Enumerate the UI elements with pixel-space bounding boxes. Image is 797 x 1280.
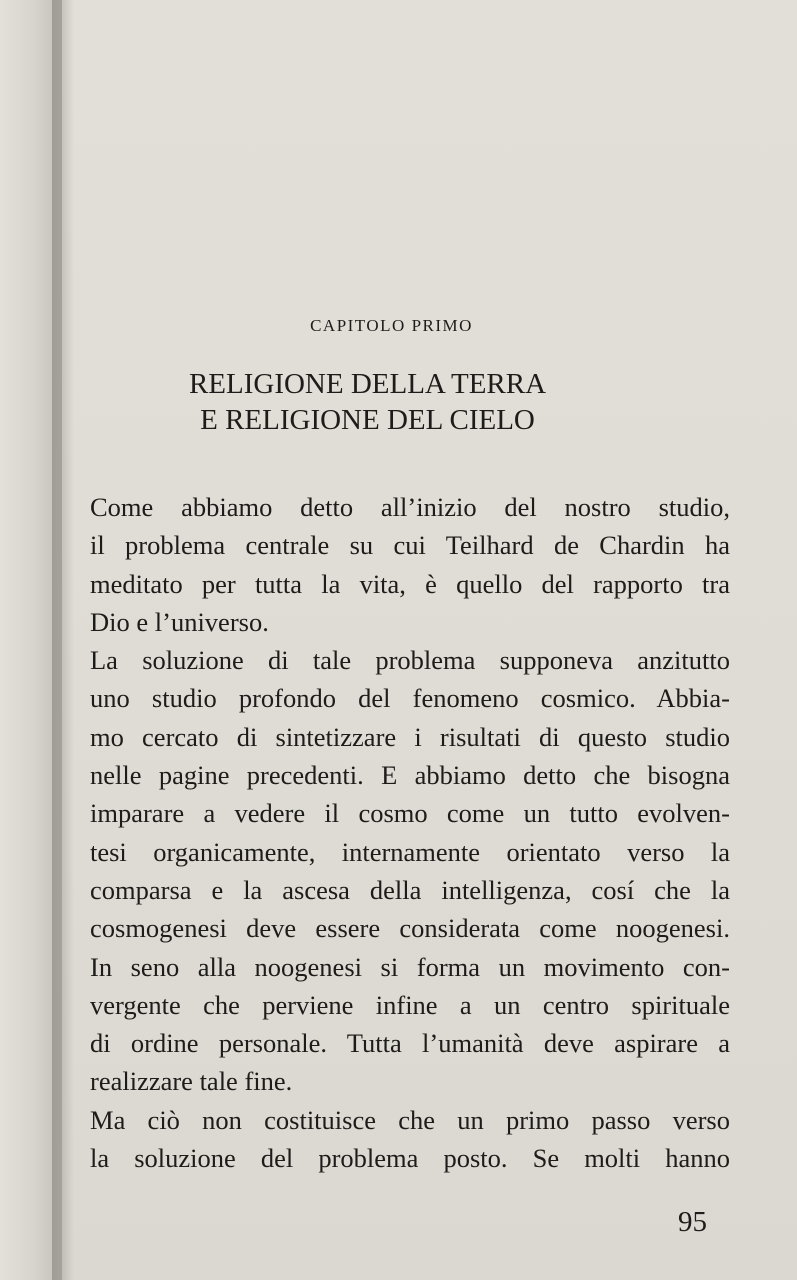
chapter-title-line: RELIGIONE DELLA TERRA (188, 368, 547, 400)
text-line: mo cercato di sintetizzare i risultati di questo studio (90, 721, 730, 752)
chapter-title (0, 366, 735, 438)
text-line: uno studio profondo del fenomeno cosmico. Abbia- (90, 683, 730, 714)
text-line: cosmogenesi deve essere considerata come noogenesi. (90, 913, 730, 944)
gutter-shadow (52, 0, 74, 1280)
text-line: vergente che perviene infine a un centro spirituale (90, 989, 730, 1020)
text-line: comparsa e la ascesa della intelligenza, cosí che la (90, 874, 730, 905)
text-line: Come abbiamo detto all’inizio del nostro studio, (90, 492, 730, 522)
text-line: la soluzione del problema posto. Se molti hanno (90, 1143, 730, 1174)
body-text (90, 488, 730, 1177)
text-line: La soluzione di tale problema supponeva anzitutto (90, 645, 730, 676)
text-line: meditato per tutta la vita, è quello del rapporto tra (90, 568, 730, 599)
chapter-title-line: E RELIGIONE DEL CIELO (200, 404, 535, 436)
text-line: In seno alla noogenesi si forma un movimento con- (90, 951, 730, 982)
text-line: tesi organicamente, internamente orientato verso la (90, 836, 730, 867)
text-line: Ma ciò non costituisce che un primo passo verso (90, 1104, 730, 1135)
text-line: di ordine personale. Tutta l’umanità deve aspirare a (90, 1028, 730, 1059)
text-line: Dio e l’universo. (90, 606, 269, 637)
text-line: nelle pagine precedenti. E abbiamo detto che bisogna (90, 760, 730, 791)
chapter-label: CAPITOLO PRIMO (310, 316, 473, 335)
page-number: 95 (678, 1206, 707, 1238)
book-page (62, 0, 797, 1280)
text-line: imparare a vedere il cosmo come un tutto evolven- (90, 798, 730, 829)
text-line: realizzare tale fine. (90, 1066, 293, 1097)
text-line: il problema centrale su cui Teilhard de Chardin ha (90, 530, 730, 561)
